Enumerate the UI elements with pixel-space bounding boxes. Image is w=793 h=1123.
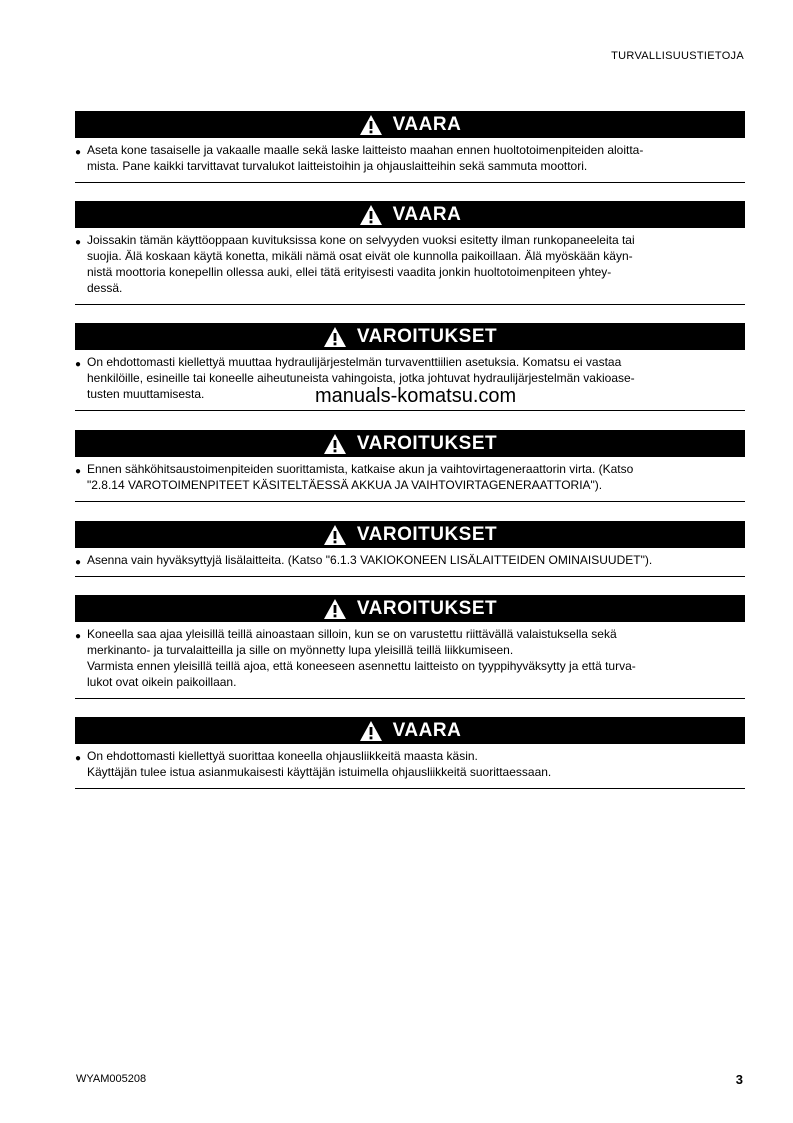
safety-box-vaara bbox=[75, 201, 745, 305]
text-line: mista. Pane kaikki tarvittavat turvalukot laitteistoihin ja ohjauslaitteihin sekä sammuta moottori. bbox=[87, 159, 588, 173]
text-line: Joissakin tämän käyttöoppaan kuvituksissa kone on selvyyden vuoksi esitetty ilman runkopaneeleita tai bbox=[87, 233, 635, 247]
document-code: WYAM005208 bbox=[76, 1073, 147, 1085]
safety-box-vaara bbox=[75, 111, 745, 183]
safety-box-label: VAARA bbox=[392, 719, 462, 741]
page-number: 3 bbox=[735, 1072, 743, 1087]
safety-box-label: VAROITUKSET bbox=[356, 432, 498, 454]
text-line: Ennen sähköhitsaustoimenpiteiden suorittamista, katkaise akun ja vaihtovirtageneraattorin virta. (Katso bbox=[87, 462, 634, 476]
bullet-icon: ● bbox=[75, 631, 82, 642]
bullet-icon: ● bbox=[75, 359, 82, 370]
text-line: "2.8.14 VAROTOIMENPITEET KÄSITELTÄESSÄ AKKUA JA VAIHTOVIRTAGENERAATTORIA"). bbox=[87, 478, 603, 492]
safety-box-item bbox=[75, 228, 745, 304]
text-line: tusten muuttamisesta. bbox=[87, 387, 205, 401]
safety-box-varoitukset bbox=[75, 595, 745, 699]
safety-box-item bbox=[75, 138, 745, 182]
safety-box-vaara bbox=[75, 717, 745, 789]
text-line: Varmista ennen yleisillä teillä ajoa, että koneeseen asennettu laitteisto on tyyppihyväksytty ja että turva- bbox=[87, 659, 636, 673]
safety-box-varoitukset bbox=[75, 521, 745, 577]
safety-box-header bbox=[75, 430, 745, 457]
watermark-text: manuals-komatsu.com bbox=[315, 385, 517, 407]
safety-box-header bbox=[75, 717, 745, 744]
safety-box-label: VAARA bbox=[392, 113, 462, 135]
text-line: Koneella saa ajaa yleisillä teillä ainoastaan silloin, kun se on varustettu riittävällä valaistuksella sekä bbox=[87, 627, 617, 641]
text-line: Asenna vain hyväksyttyjä lisälaitteita. (Katso "6.1.3 VAKIOKONEEN LISÄLAITTEIDEN OMINAISUUDET"). bbox=[87, 553, 653, 567]
safety-box-varoitukset bbox=[75, 430, 745, 502]
text-line: On ehdottomasti kiellettyä suorittaa koneella ohjausliikkeitä maasta käsin. bbox=[87, 749, 478, 763]
safety-box-item bbox=[75, 548, 745, 576]
text-line: nistä moottoria konepellin ollessa auki, ellei tätä erityisesti vaadita jonkin huoltotoimenpiteen yhtey- bbox=[87, 265, 612, 279]
safety-box-label: VAROITUKSET bbox=[356, 325, 498, 347]
warning-triangle-icon bbox=[359, 720, 383, 742]
safety-box-item bbox=[75, 457, 745, 501]
warning-triangle-icon bbox=[359, 204, 383, 226]
warning-triangle-icon bbox=[359, 114, 383, 136]
warning-triangle-icon bbox=[323, 598, 347, 620]
text-line: dessä. bbox=[87, 281, 123, 295]
bullet-icon: ● bbox=[75, 557, 82, 568]
warning-triangle-icon bbox=[323, 433, 347, 455]
safety-box-label: VAROITUKSET bbox=[356, 523, 498, 545]
safety-box-header bbox=[75, 111, 745, 138]
bullet-icon: ● bbox=[75, 753, 82, 764]
safety-box-item bbox=[75, 622, 745, 698]
text-line: On ehdottomasti kiellettyä muuttaa hydraulijärjestelmän turvaventtiilien asetuksia. Komatsu ei vastaa bbox=[87, 355, 622, 369]
safety-box-header bbox=[75, 201, 745, 228]
text-line: Käyttäjän tulee istua asianmukaisesti käyttäjän istuimella ohjausliikkeitä suorittaessaan. bbox=[87, 765, 552, 779]
safety-box-label: VAROITUKSET bbox=[356, 597, 498, 619]
safety-box-item bbox=[75, 744, 745, 788]
safety-box-header bbox=[75, 323, 745, 350]
warning-triangle-icon bbox=[323, 524, 347, 546]
safety-box-header bbox=[75, 595, 745, 622]
text-line: lukot ovat oikein paikoillaan. bbox=[87, 675, 237, 689]
text-line: henkilöille, esineille tai koneelle aiheutuneista vahingoista, jotka johtuvat hydraulijärjestelmän vakioase- bbox=[87, 371, 635, 385]
text-line: Aseta kone tasaiselle ja vakaalle maalle sekä laske laitteisto maahan ennen huoltotoimenpiteiden aloitta- bbox=[87, 143, 644, 157]
page-header-title: TURVALLISUUSTIETOJA bbox=[611, 50, 744, 62]
bullet-icon: ● bbox=[75, 147, 82, 158]
text-line: merkinanto- ja turvalaitteilla ja sille on myönnetty lupa yleisillä teillä liikkumiseen. bbox=[87, 643, 514, 657]
bullet-icon: ● bbox=[75, 466, 82, 477]
safety-box-label: VAARA bbox=[392, 203, 462, 225]
warning-triangle-icon bbox=[323, 326, 347, 348]
safety-box-header bbox=[75, 521, 745, 548]
bullet-icon: ● bbox=[75, 237, 82, 248]
text-line: suojia. Älä koskaan käytä konetta, mikäli nämä osat eivät ole kunnolla paikoillaan. Älä myöskään käyn- bbox=[87, 249, 633, 263]
